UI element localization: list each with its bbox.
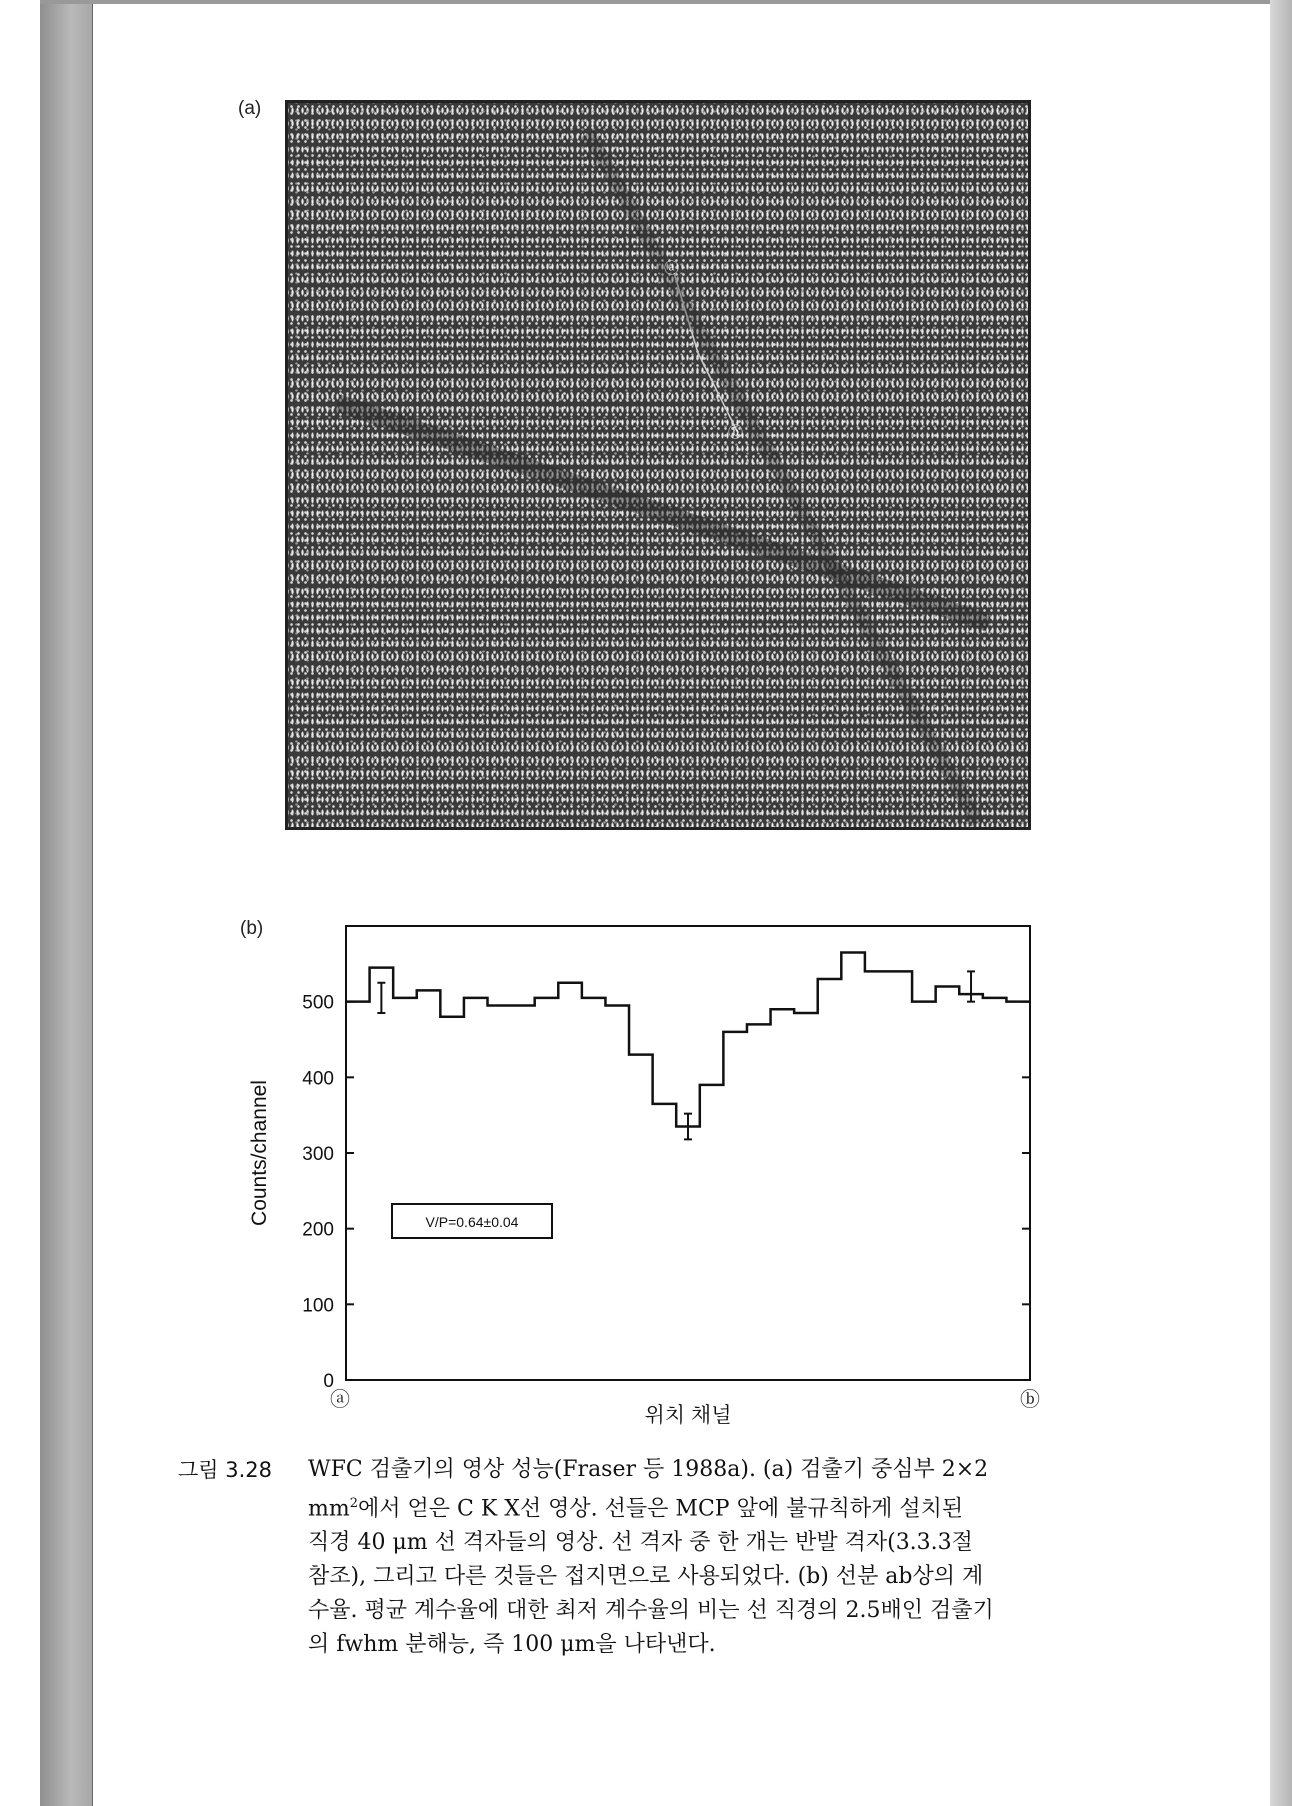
image-marker-a: ⓐ: [664, 259, 680, 277]
caption-line-2-pre: mm: [308, 1496, 350, 1522]
caption-number: 그림 3.28: [178, 1458, 273, 1482]
plot-frame: [346, 926, 1030, 1380]
y-axis-label: Counts/channel: [248, 1080, 271, 1226]
image-wire-overlay: [288, 103, 1028, 827]
x-axis-label: 위치 채널: [644, 1404, 732, 1427]
caption-line-6: 의 fwhm 분해능, 즉 100 μm을 나타낸다.: [308, 1632, 716, 1658]
caption-line-4: 참조), 그리고 다른 것들은 접지면으로 사용되었다. (b) 선분 ab상의 계: [308, 1564, 984, 1590]
x-start-marker: ⓐ: [330, 1389, 350, 1411]
y-tick-label: 100: [302, 1295, 334, 1317]
panel-a-label: (a): [238, 98, 262, 119]
wire-shadow-1: [338, 403, 988, 623]
caption-line-2-sup: 2: [349, 1496, 359, 1511]
y-tick-label: 500: [302, 992, 334, 1014]
x-end-marker: ⓑ: [1020, 1389, 1040, 1411]
panel-b-label: (b): [240, 918, 264, 939]
caption-line-3: 직경 40 μm 선 격자들의 영상. 선 격자 중 한 개는 반발 격자(3.3.3절: [308, 1530, 973, 1556]
y-axis-tick-labels: [302, 993, 334, 1392]
caption-line-2: [308, 1487, 1118, 1526]
y-tick-label: 200: [302, 1219, 334, 1241]
y-tick-label: 0: [323, 1371, 334, 1392]
y-axis-ticks: [346, 1002, 1030, 1380]
wire-shadow-2: [588, 133, 978, 823]
y-tick-label: 300: [302, 1144, 334, 1165]
caption-line-1: WFC 검출기의 영상 성능(Fraser 등 1988a). (a) 검출기 중심부 2×2: [308, 1457, 989, 1482]
caption-text: [308, 1453, 1118, 1662]
y-tick-label: 400: [302, 1068, 334, 1090]
count-rate-chart: [0, 900, 1292, 1440]
caption-line-2-post: 에서 얻은 C K X선 영상. 선들은 MCP 앞에 불규칙하게 설치된: [358, 1496, 964, 1522]
vp-annotation: V/P=0.64±0.04: [425, 1214, 519, 1230]
detector-image: [285, 100, 1031, 830]
caption-line-5: 수율. 평균 계수율에 대한 최저 계수율의 비는 선 직경의 2.5배인 검출기: [308, 1598, 994, 1624]
image-marker-b: ⓑ: [728, 423, 744, 441]
count-step-series: [346, 952, 1030, 1126]
